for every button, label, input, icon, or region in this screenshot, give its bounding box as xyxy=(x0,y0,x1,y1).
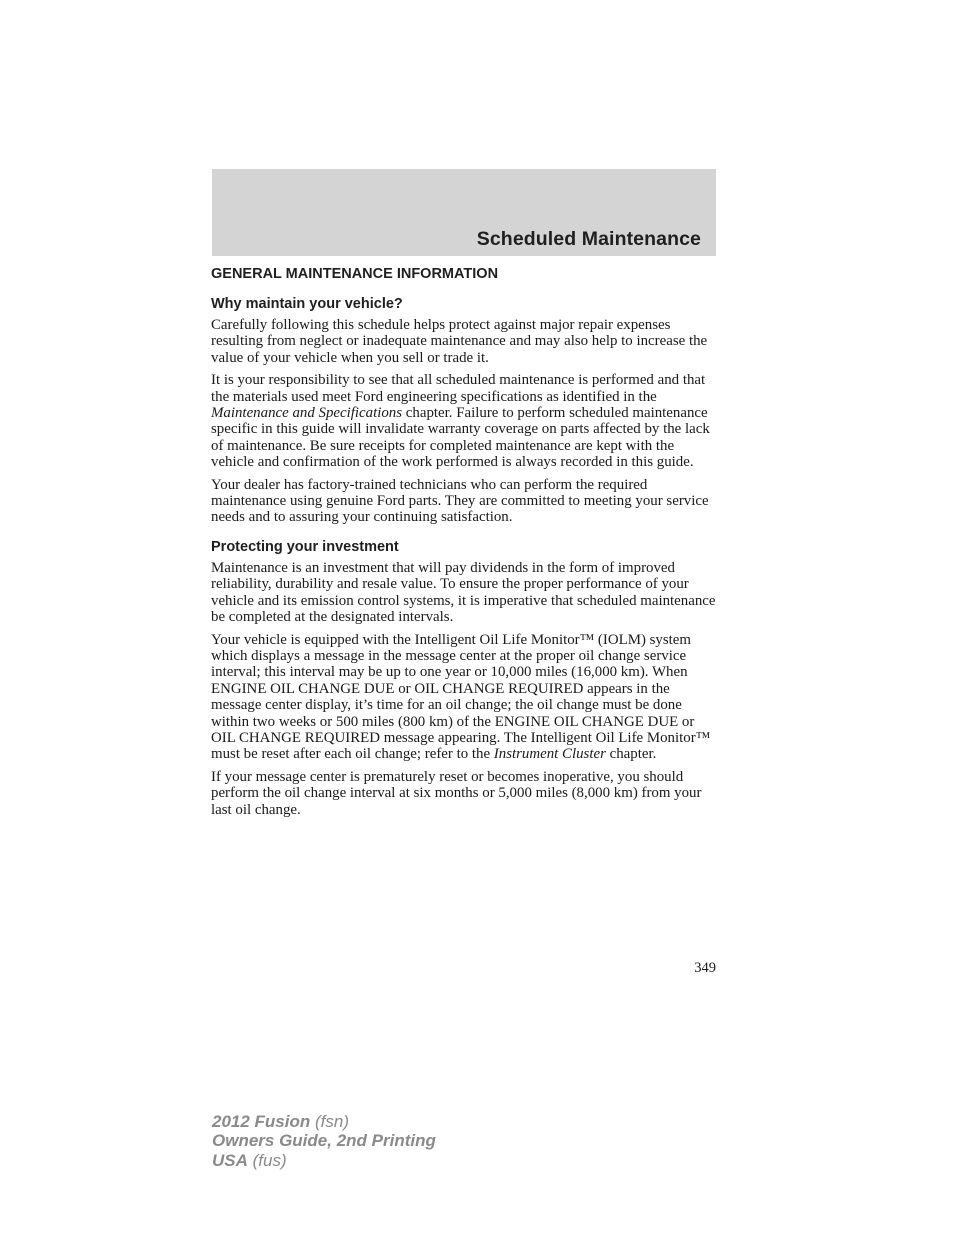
paragraph-why-2-text-b: chapter. Failure to perform scheduled maintenance specific in this guide will invalidate warranty coverage on parts affected by the lack of maintenance. Be sure receipts for completed maintenance are kept with the vehicle and confirmation of the work performed is always recorded in this guide. xyxy=(211,405,710,471)
paragraph-protect-2-text-b: chapter. xyxy=(605,746,657,763)
paragraph-why-2-chapter-ref: Maintenance and Specifications xyxy=(211,405,403,422)
paragraph-protect-2 xyxy=(211,632,717,763)
footer-model-code: (fsn) xyxy=(310,1112,349,1131)
paragraph-why-2-text-a: It is your responsibility to see that all scheduled maintenance is performed and that the materials used meet Ford engineering specifications as identified in the xyxy=(211,372,706,405)
footer-line-3 xyxy=(212,1151,436,1170)
section-heading: GENERAL MAINTENANCE INFORMATION xyxy=(211,266,499,282)
footer-market-code: (fus) xyxy=(247,1150,287,1170)
paragraph-why-2 xyxy=(211,372,717,470)
footer-market: USA xyxy=(212,1150,248,1170)
footer-model: 2012 Fusion xyxy=(212,1112,311,1131)
subheading-why-maintain: Why maintain your vehicle? xyxy=(211,296,403,312)
chapter-header-band xyxy=(212,169,716,256)
document-footer xyxy=(212,1112,436,1170)
footer-line-2 xyxy=(212,1131,436,1150)
page-number: 349 xyxy=(694,960,716,976)
footer-line-1 xyxy=(212,1112,436,1131)
page-content xyxy=(211,266,717,824)
paragraph-protect-2-text-a: Your vehicle is equipped with the Intelligent Oil Life Monitor™ (IOLM) system which displays a message in the message center at the proper oil change service interval; this interval may be up to one year or 10,000 miles (16,000 km). When ENGINE OIL CHANGE DUE or OIL CHANGE REQUIRED appears in the message center display, it’s time for an oil change; the oil change must be done within two weeks or 500 miles (800 km) of the ENGINE OIL CHANGE DUE or OIL CHANGE REQUIRED message appearing. The Intelligent Oil Life Monitor™ must be reset after each oil change; refer to the xyxy=(211,631,711,763)
chapter-title: Scheduled Maintenance xyxy=(476,228,701,250)
footer-guide-edition: Owners Guide, 2nd Printing xyxy=(212,1131,436,1151)
paragraph-protect-3: If your message center is prematurely reset or becomes inoperative, you should perform the oil change interval at six months or 5,000 miles (8,000 km) from your last oil change. xyxy=(211,768,702,818)
paragraph-why-1: Carefully following this schedule helps protect against major repair expenses resulting from neglect or inadequate maintenance and may also help to increase the value of your vehicle when you sell or trade it. xyxy=(211,317,708,366)
paragraph-protect-1: Maintenance is an investment that will pay dividends in the form of improved reliability, durability and resale value. To ensure the proper performance of your vehicle and its emission control systems, it is imperative that scheduled maintenance be completed at the designated intervals. xyxy=(211,559,716,626)
paragraph-protect-2-chapter-ref: Instrument Cluster xyxy=(493,746,606,763)
subheading-protecting: Protecting your investment xyxy=(211,538,399,555)
paragraph-why-3: Your dealer has factory-trained technicians who can perform the required maintenance using genuine Ford parts. They are committed to meeting your service needs and to assuring your continuing satisfaction. xyxy=(211,476,709,526)
